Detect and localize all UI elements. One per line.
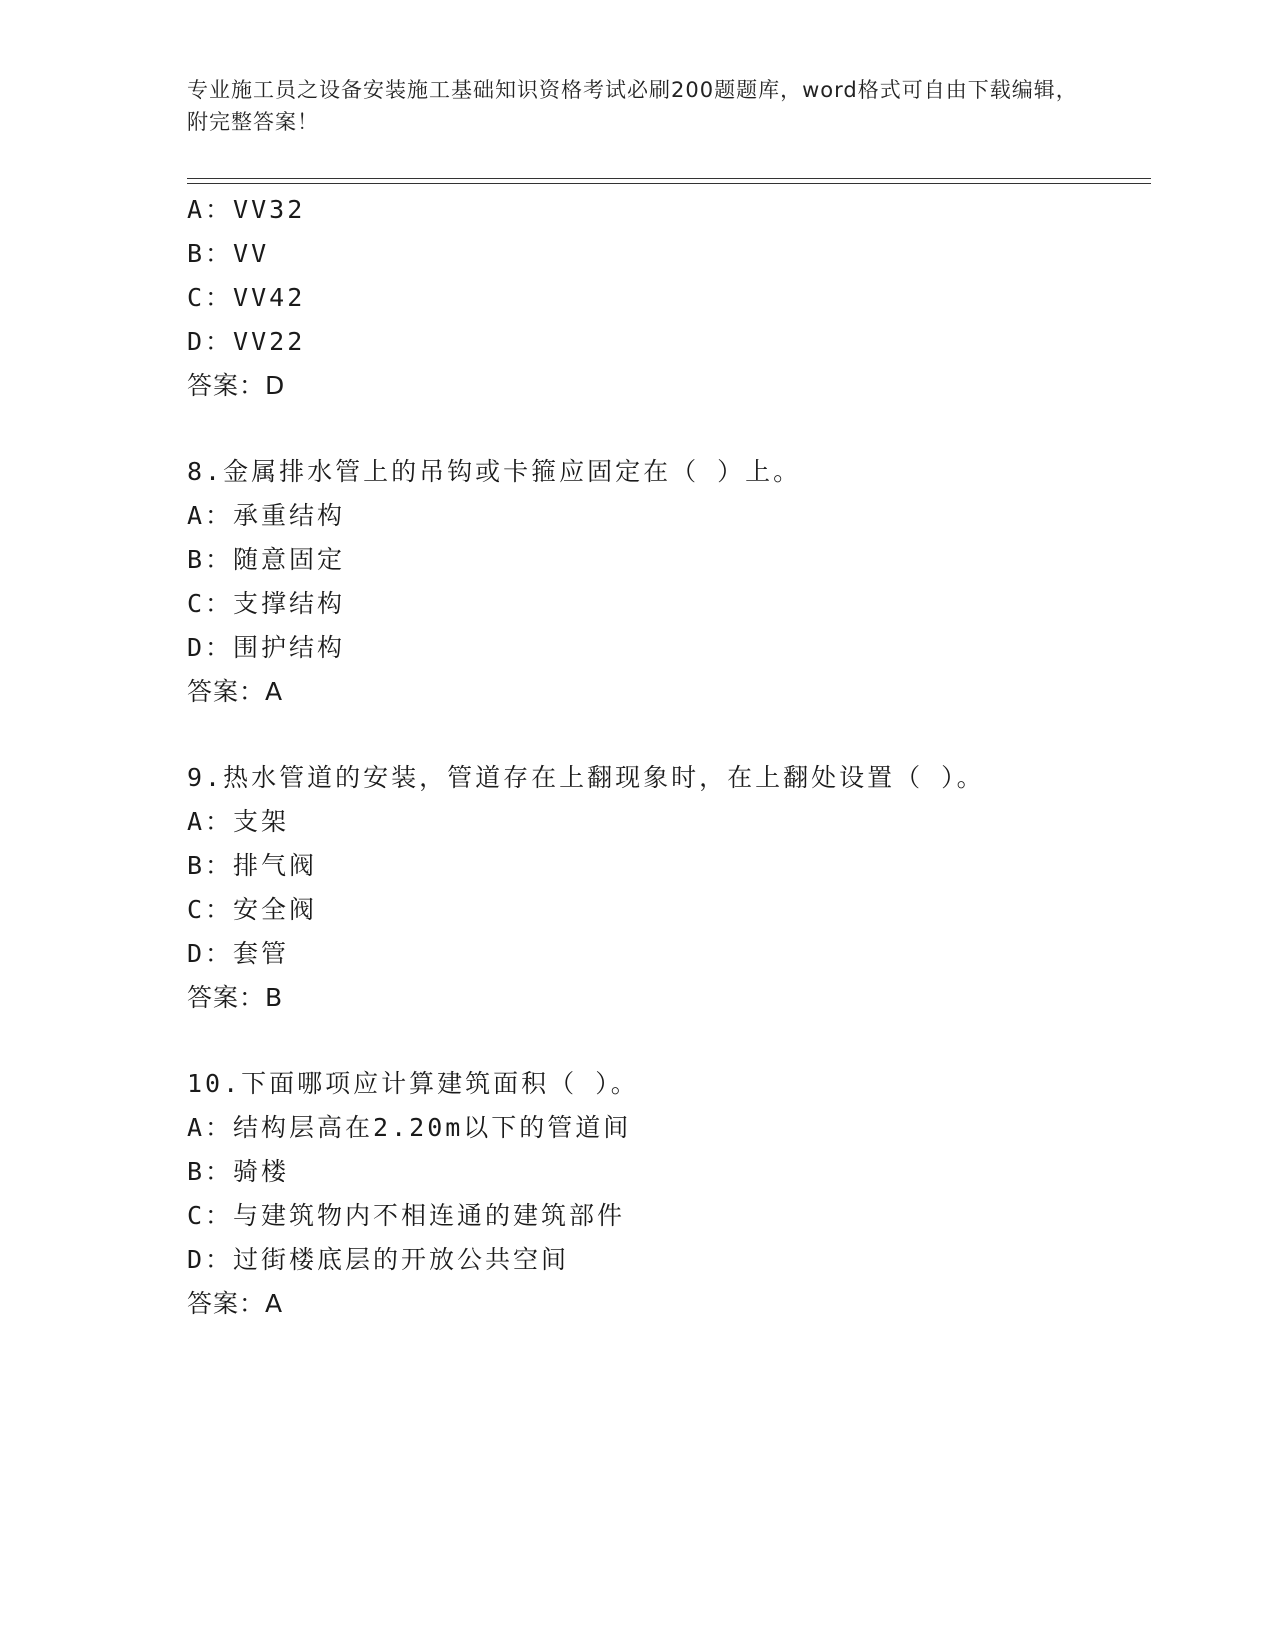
option-d: D：套管 bbox=[187, 939, 290, 968]
option-d: D：过街楼底层的开放公共空间 bbox=[187, 1245, 570, 1274]
option-c: C：支撑结构 bbox=[187, 589, 346, 618]
answer-line: 答案：A bbox=[187, 1289, 284, 1318]
option-a: A：结构层高在2.20m以下的管道间 bbox=[187, 1113, 632, 1142]
answer-line: 答案：B bbox=[187, 983, 284, 1012]
option-d: D：围护结构 bbox=[187, 633, 346, 662]
answer-line: 答案：A bbox=[187, 677, 284, 706]
option-c: C：VV42 bbox=[187, 283, 306, 312]
option-a: A：VV32 bbox=[187, 195, 306, 224]
option-d: D：VV22 bbox=[187, 327, 306, 356]
option-b: B：VV bbox=[187, 239, 270, 268]
answer-line: 答案：D bbox=[187, 371, 286, 400]
header-rule-top bbox=[187, 178, 1151, 179]
header-rule-bottom bbox=[187, 183, 1151, 184]
question-stem: 10.下面哪项应计算建筑面积（ ）。 bbox=[187, 1069, 639, 1098]
option-a: A：支架 bbox=[187, 807, 290, 836]
option-b: B：骑楼 bbox=[187, 1157, 290, 1186]
question-stem: 9.热水管道的安装，管道存在上翻现象时，在上翻处设置（ ）。 bbox=[187, 763, 985, 792]
option-a: A：承重结构 bbox=[187, 501, 346, 530]
question-stem: 8.金属排水管上的吊钩或卡箍应固定在（ ）上。 bbox=[187, 457, 802, 486]
option-b: B：随意固定 bbox=[187, 545, 346, 574]
option-c: C：与建筑物内不相连通的建筑部件 bbox=[187, 1201, 626, 1230]
option-b: B：排气阀 bbox=[187, 851, 318, 880]
option-c: C：安全阀 bbox=[187, 895, 318, 924]
document-header: 专业施工员之设备安装施工基础知识资格考试必刷200题题库，word格式可自由下载编辑，附完整答案！ bbox=[187, 78, 1078, 134]
